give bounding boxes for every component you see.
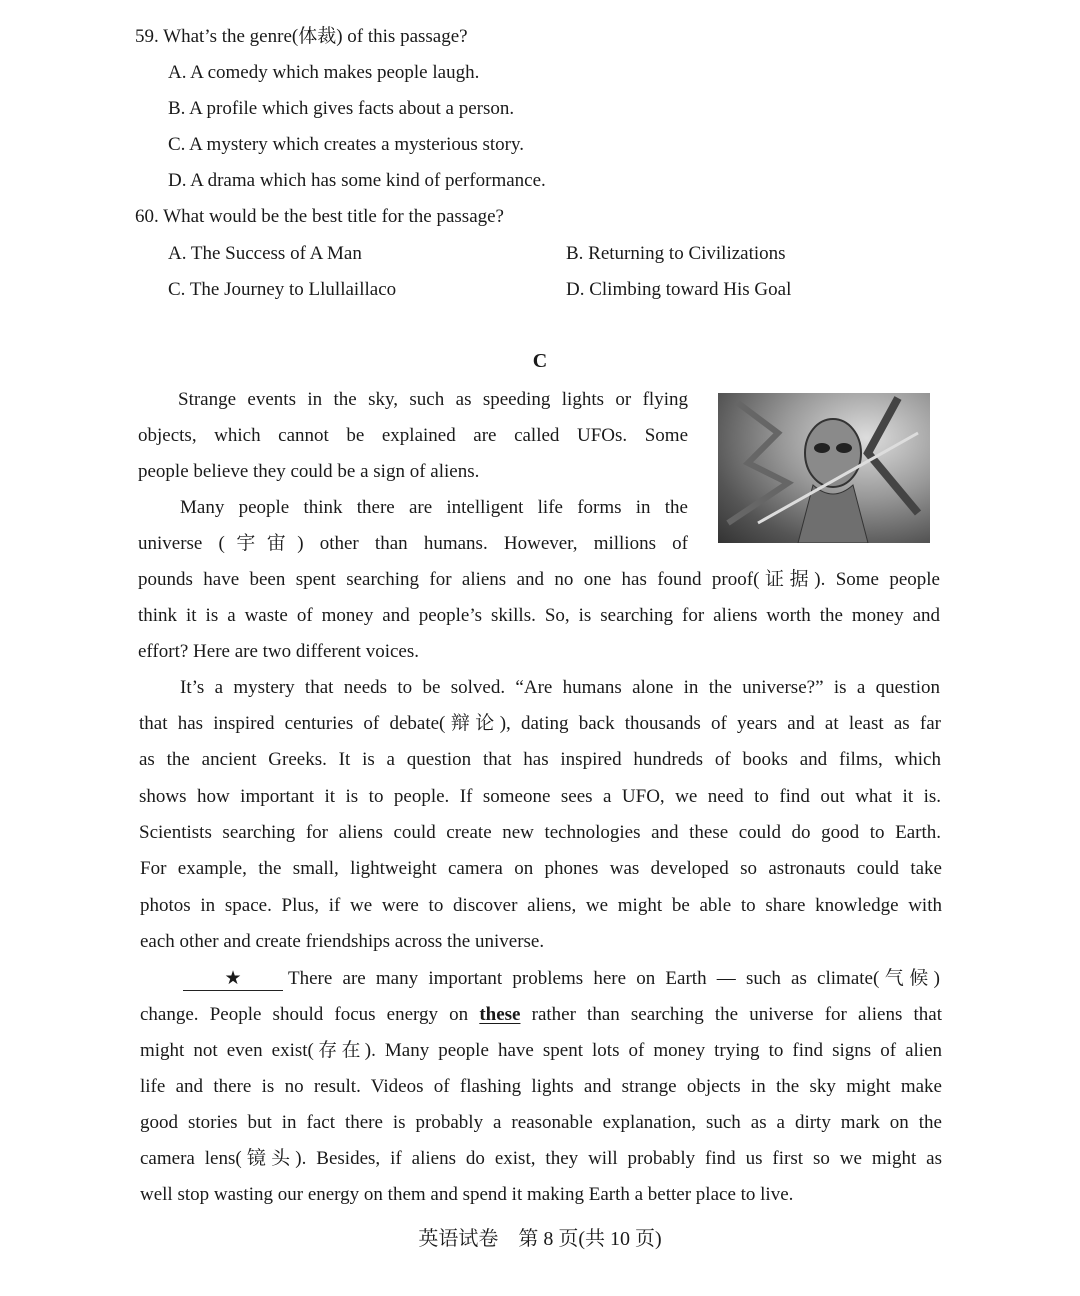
text-line: pounds have been spent searching for aliens and no one has found proof(证据). Some people bbox=[138, 569, 940, 590]
text-line: It’s a mystery that needs to be solved. “Are humans alone in the universe?” is a question bbox=[180, 677, 940, 698]
text-line: effort? Here are two different voices. bbox=[138, 641, 419, 662]
answer-blank bbox=[183, 966, 287, 992]
alien-figure-icon bbox=[718, 393, 930, 543]
text-line: Many people think there are intelligent life forms in the bbox=[180, 497, 688, 518]
page-footer: 英语试卷 第 8 页(共 10 页) bbox=[418, 1228, 662, 1250]
text-line: For example, the small, lightweight camera on phones was developed so astronauts could take bbox=[140, 858, 942, 879]
question-60-text: 60. What would be the best title for the passage? bbox=[135, 206, 504, 227]
text-line: photos in space. Plus, if we were to discover aliens, we might be able to share knowledge with bbox=[140, 895, 942, 916]
text-fragment: change. People should focus energy on bbox=[140, 1004, 480, 1025]
text-line: that has inspired centuries of debate(辩论), dating back thousands of years and at least as far bbox=[139, 713, 941, 734]
text-line: each other and create friendships across the universe. bbox=[140, 931, 545, 952]
text-line: There are many important problems here on Earth — such as climate(气候) bbox=[288, 968, 940, 989]
text-line: life and there is no result. Videos of flashing lights and strange objects in the sky might make bbox=[140, 1076, 942, 1097]
section-heading: C bbox=[532, 350, 548, 372]
option-a: A. The Success of A Man bbox=[168, 243, 362, 264]
text-line: as the ancient Greeks. It is a question that has inspired hundreds of books and films, which bbox=[139, 749, 941, 770]
text-line: well stop wasting our energy on them and spend it making Earth a better place to live. bbox=[140, 1184, 794, 1205]
option-b: B. A profile which gives facts about a person. bbox=[168, 98, 515, 119]
text-fragment: rather than searching the universe for aliens that bbox=[520, 1004, 942, 1025]
option-b: B. Returning to Civilizations bbox=[566, 243, 786, 264]
text-line: think it is a waste of money and people’s skills. So, is searching for aliens worth the money and bbox=[138, 605, 940, 626]
text-line: good stories but in fact there is probably a reasonable explanation, such as a dirty mark on the bbox=[140, 1112, 942, 1133]
text-line: camera lens(镜头). Besides, if aliens do exist, they will probably find us first so we might as bbox=[140, 1148, 942, 1169]
text-line: Scientists searching for aliens could create new technologies and these could do good to Earth. bbox=[139, 822, 941, 843]
text-line bbox=[140, 1002, 942, 1028]
question-59-text: 59. What’s the genre(体裁) of this passage? bbox=[135, 26, 468, 47]
text-line: Strange events in the sky, such as speeding lights or flying bbox=[178, 389, 688, 410]
option-c: C. A mystery which creates a mysterious story. bbox=[168, 134, 525, 155]
text-line: objects, which cannot be explained are called UFOs. Some bbox=[138, 425, 688, 446]
option-c: C. The Journey to Llullaillaco bbox=[168, 279, 397, 300]
text-line: might not even exist(存在). Many people have spent lots of money trying to find signs of alien bbox=[140, 1040, 942, 1061]
underlined-word: these bbox=[479, 1004, 521, 1025]
text-line: universe (宇宙) other than humans. However, millions of bbox=[138, 533, 688, 554]
star-blank: ★ bbox=[183, 968, 283, 991]
text-line: people believe they could be a sign of aliens. bbox=[138, 461, 480, 482]
option-d: D. Climbing toward His Goal bbox=[566, 279, 792, 300]
option-d: D. A drama which has some kind of performance. bbox=[168, 170, 546, 191]
alien-photo bbox=[718, 393, 930, 543]
text-line: shows how important it is to people. If someone sees a UFO, we need to find out what it is. bbox=[139, 786, 941, 807]
option-a: A. A comedy which makes people laugh. bbox=[168, 62, 480, 83]
